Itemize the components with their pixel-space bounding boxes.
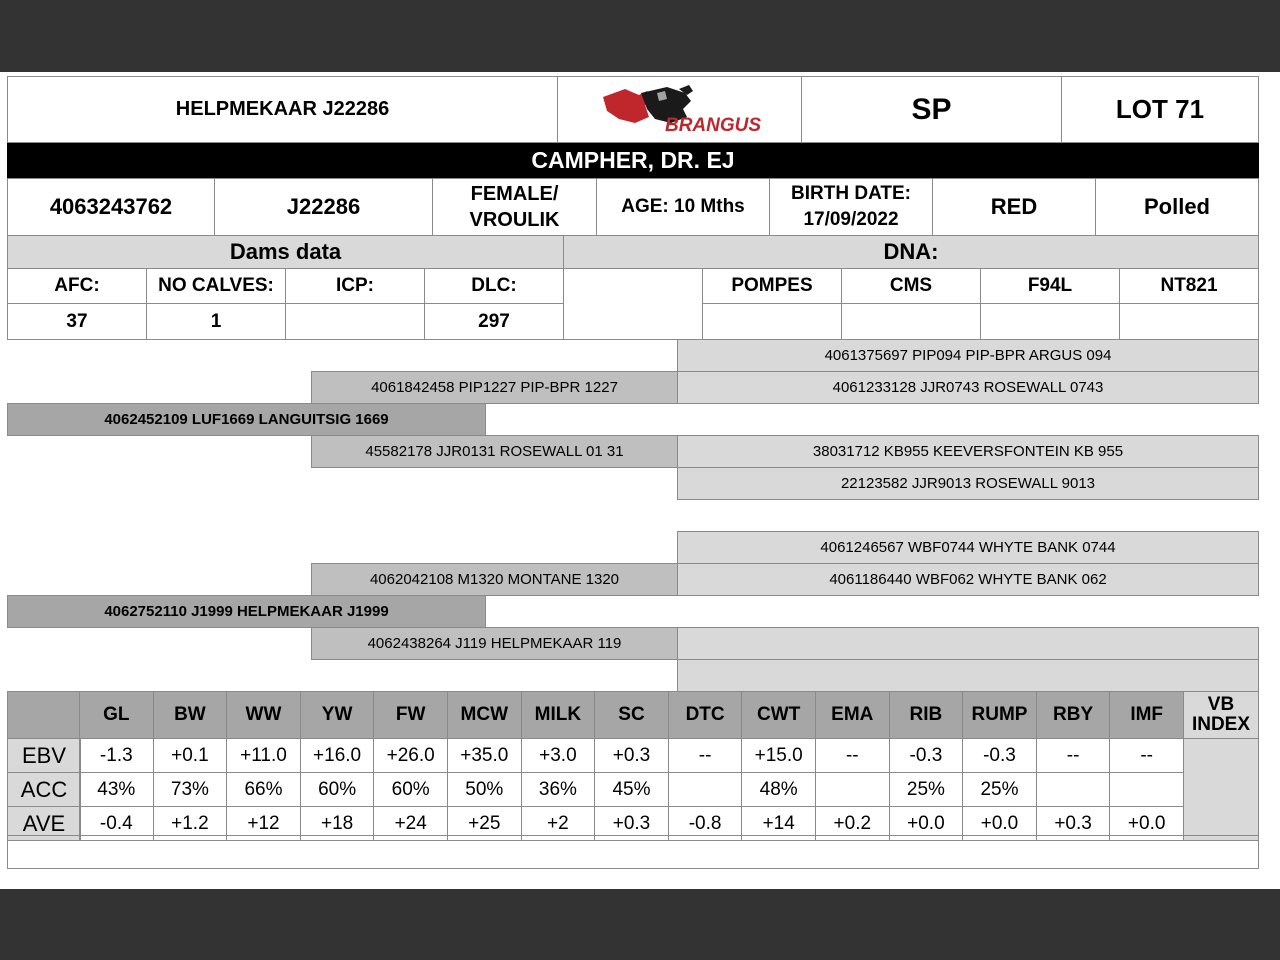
ebv-cell-ebv-rib: -0.3 <box>889 738 964 773</box>
ebv-cell-ebv-milk: +3.0 <box>521 738 596 773</box>
vb-index-line-1: VB <box>1207 694 1235 715</box>
ebv-cell-acc-yw: 60% <box>300 772 375 807</box>
owner-name: CAMPHER, DR. EJ <box>7 143 1259 178</box>
svg-text:BRANGUS: BRANGUS <box>664 114 761 136</box>
dna-title: DNA: <box>563 235 1259 269</box>
pedigree-sire-dam: 45582178 JJR0131 ROSEWALL 01 31 <box>311 435 678 468</box>
brangus-logo <box>557 76 802 143</box>
ebv-cell-ebv-imf: -- <box>1109 738 1184 773</box>
animal-sex <box>432 178 597 236</box>
ebv-cell-ave-fw: +24 <box>373 806 448 841</box>
ebv-row-label-ebv: EBV <box>7 738 81 773</box>
dams-header-dlc: DLC: <box>424 268 564 304</box>
ebv-row-label-acc: ACC <box>7 772 81 807</box>
ebv-header-rby: RBY <box>1036 691 1111 739</box>
pedigree-dam: 4062752110 J1999 HELPMEKAAR J1999 <box>7 595 486 628</box>
dams-header-afc: AFC: <box>7 268 147 304</box>
ebv-header-mcw: MCW <box>447 691 522 739</box>
animal-name: HELPMEKAAR J22286 <box>7 76 558 143</box>
dams-header-icp: ICP: <box>285 268 425 304</box>
pedigree-dam-sire-sire: 4061246567 WBF0744 WHYTE BANK 0744 <box>677 531 1259 564</box>
dna-header-cms: CMS <box>841 268 981 304</box>
ebv-cell-ebv-sc: +0.3 <box>594 738 669 773</box>
ebv-cell-acc-sc: 45% <box>594 772 669 807</box>
ebv-header-ema: EMA <box>815 691 890 739</box>
dna-value-nt821 <box>1119 303 1259 340</box>
ebv-cell-ave-gl: -0.4 <box>79 806 154 841</box>
brangus-logo-icon <box>595 83 765 137</box>
ebv-cell-ebv-ema: -- <box>815 738 890 773</box>
class-code: SP <box>801 76 1062 143</box>
ebv-cell-ave-sc: +0.3 <box>594 806 669 841</box>
dna-value-f94l <box>980 303 1120 340</box>
ebv-header-milk: MILK <box>521 691 596 739</box>
ebv-cell-acc-ema <box>815 772 890 807</box>
ebv-header-yw: YW <box>300 691 375 739</box>
ebv-cell-acc-rib: 25% <box>889 772 964 807</box>
pedigree-dam-dam-dam <box>677 659 1259 692</box>
sex-line-2: VROULIK <box>469 209 560 231</box>
pedigree-dam-dam: 4062438264 J119 HELPMEKAAR 119 <box>311 627 678 660</box>
ebv-cell-acc-rump: 25% <box>962 772 1037 807</box>
ebv-cell-ave-ww: +12 <box>226 806 301 841</box>
birth-date <box>769 178 933 236</box>
dams-value-icp <box>285 303 425 340</box>
ebv-header-fw: FW <box>373 691 448 739</box>
horn-status: Polled <box>1095 178 1259 236</box>
ebv-cell-ebv-ww: +11.0 <box>226 738 301 773</box>
ebv-header-gl: GL <box>79 691 154 739</box>
pedigree-dam-sire-dam: 4061186440 WBF062 WHYTE BANK 062 <box>677 563 1259 596</box>
birth-date-label: BIRTH DATE: <box>791 183 911 204</box>
ebv-cell-acc-cwt: 48% <box>741 772 816 807</box>
dams-value-afc: 37 <box>7 303 147 340</box>
ebv-cell-ave-milk: +2 <box>521 806 596 841</box>
ebv-cell-ave-mcw: +25 <box>447 806 522 841</box>
ebv-corner <box>7 691 81 739</box>
dna-header-pompes: POMPES <box>702 268 842 304</box>
pedigree-sire-sire-sire: 4061375697 PIP094 PIP-BPR ARGUS 094 <box>677 339 1259 372</box>
animal-colour: RED <box>932 178 1096 236</box>
dna-header-f94l: F94L <box>980 268 1120 304</box>
ebv-header-sc: SC <box>594 691 669 739</box>
ebv-cell-acc-gl: 43% <box>79 772 154 807</box>
ebv-cell-ave-cwt: +14 <box>741 806 816 841</box>
ebv-header-bw: BW <box>153 691 228 739</box>
ebv-cell-ave-bw: +1.2 <box>153 806 228 841</box>
pedigree-sire-dam-dam: 22123582 JJR9013 ROSEWALL 9013 <box>677 467 1259 500</box>
pedigree-sire: 4062452109 LUF1669 LANGUITSIG 1669 <box>7 403 486 436</box>
ebv-cell-ebv-rump: -0.3 <box>962 738 1037 773</box>
pedigree-sire-dam-sire: 38031712 KB955 KEEVERSFONTEIN KB 955 <box>677 435 1259 468</box>
ebv-cell-ebv-bw: +0.1 <box>153 738 228 773</box>
ebv-header-rib: RIB <box>889 691 964 739</box>
ebv-cell-ave-rump: +0.0 <box>962 806 1037 841</box>
dna-header-nt821: NT821 <box>1119 268 1259 304</box>
notes-row <box>7 835 1259 869</box>
ebv-cell-ave-yw: +18 <box>300 806 375 841</box>
sex-line-1: FEMALE/ <box>470 183 559 205</box>
ebv-cell-ave-ema: +0.2 <box>815 806 890 841</box>
ebv-cell-ebv-rby: -- <box>1036 738 1111 773</box>
dams-data-title: Dams data <box>7 235 564 269</box>
ebv-cell-acc-dtc <box>668 772 743 807</box>
pedigree-dam-sire: 4062042108 M1320 MONTANE 1320 <box>311 563 678 596</box>
vb-index-header <box>1183 691 1259 739</box>
dna-blank <box>563 268 703 340</box>
ebv-cell-acc-imf <box>1109 772 1184 807</box>
animal-age: AGE: 10 Mths <box>596 178 770 236</box>
ebv-cell-acc-ww: 66% <box>226 772 301 807</box>
dna-value-pompes <box>702 303 842 340</box>
ebv-cell-acc-bw: 73% <box>153 772 228 807</box>
ebv-header-cwt: CWT <box>741 691 816 739</box>
animal-id: 4063243762 <box>7 178 215 236</box>
ebv-cell-ave-rib: +0.0 <box>889 806 964 841</box>
ebv-cell-acc-milk: 36% <box>521 772 596 807</box>
ebv-cell-ave-imf: +0.0 <box>1109 806 1184 841</box>
pedigree-sire-sire: 4061842458 PIP1227 PIP-BPR 1227 <box>311 371 678 404</box>
ebv-header-dtc: DTC <box>668 691 743 739</box>
ebv-cell-acc-mcw: 50% <box>447 772 522 807</box>
animal-tag: J22286 <box>214 178 433 236</box>
ebv-header-rump: RUMP <box>962 691 1037 739</box>
ebv-header-imf: IMF <box>1109 691 1184 739</box>
dams-header-no-calves: NO CALVES: <box>146 268 286 304</box>
dams-value-dlc: 297 <box>424 303 564 340</box>
ebv-header-ww: WW <box>226 691 301 739</box>
ebv-cell-ave-dtc: -0.8 <box>668 806 743 841</box>
ebv-cell-ebv-fw: +26.0 <box>373 738 448 773</box>
ebv-cell-ebv-dtc: -- <box>668 738 743 773</box>
ebv-cell-ave-rby: +0.3 <box>1036 806 1111 841</box>
birth-date-value: 17/09/2022 <box>803 209 899 230</box>
ebv-cell-ebv-mcw: +35.0 <box>447 738 522 773</box>
ebv-cell-ebv-cwt: +15.0 <box>741 738 816 773</box>
ebv-cell-ebv-yw: +16.0 <box>300 738 375 773</box>
ebv-cell-acc-rby <box>1036 772 1111 807</box>
lot-sheet <box>0 72 1280 889</box>
vb-index-value <box>1183 738 1259 841</box>
dna-value-cms <box>841 303 981 340</box>
pedigree-dam-dam-sire <box>677 627 1259 660</box>
pedigree-sire-sire-dam: 4061233128 JJR0743 ROSEWALL 0743 <box>677 371 1259 404</box>
ebv-cell-ebv-gl: -1.3 <box>79 738 154 773</box>
lot-number: LOT 71 <box>1061 76 1259 143</box>
ebv-cell-acc-fw: 60% <box>373 772 448 807</box>
ebv-row-label-ave: AVE <box>7 806 81 841</box>
dams-value-no-calves: 1 <box>146 303 286 340</box>
vb-index-line-2: INDEX <box>1191 714 1251 735</box>
